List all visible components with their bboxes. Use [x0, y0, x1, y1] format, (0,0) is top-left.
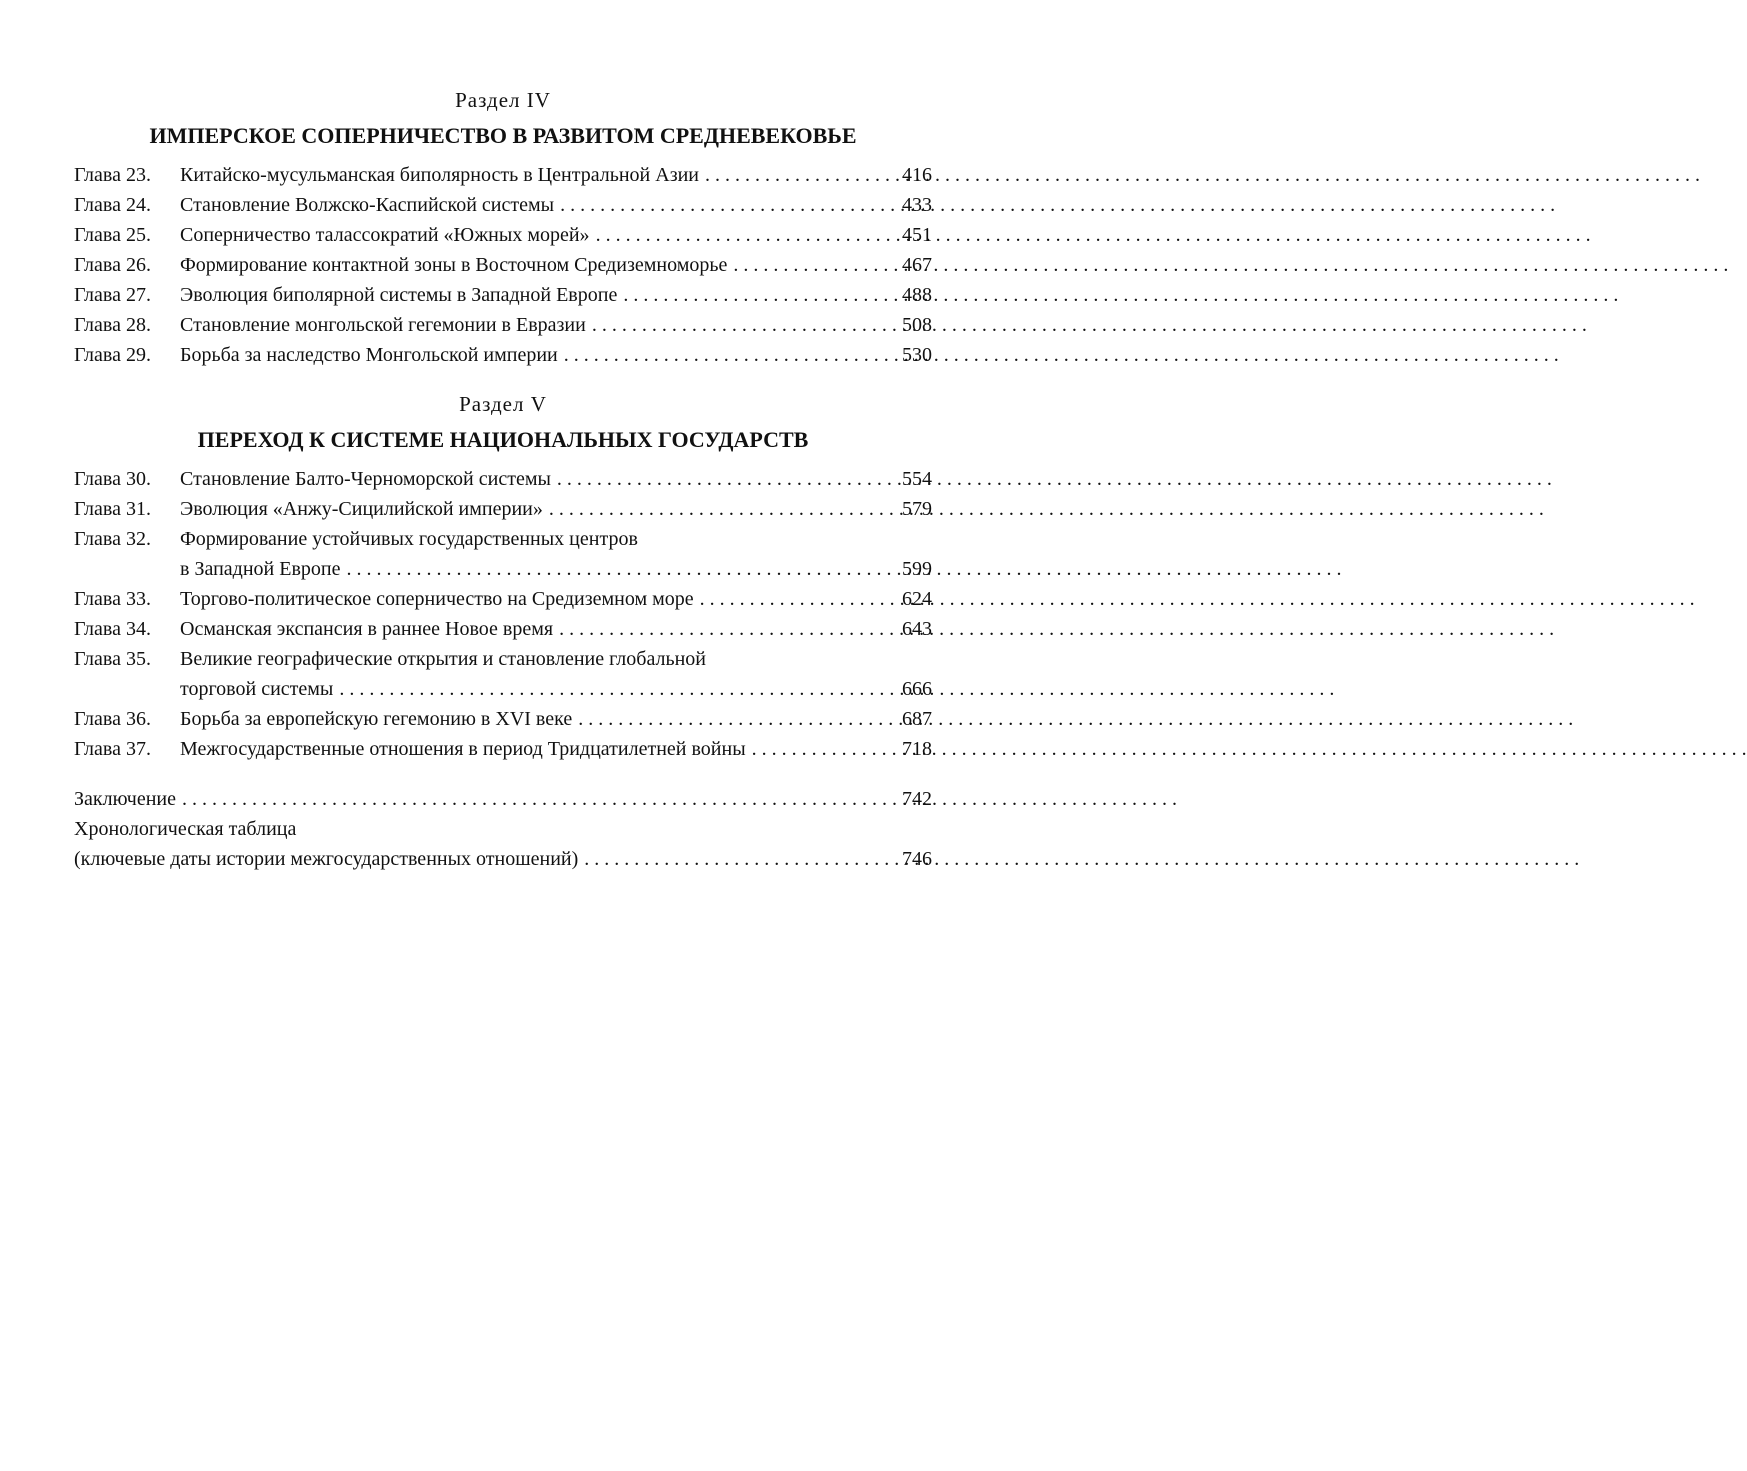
dot-leader — [578, 844, 898, 874]
dot-leader — [554, 190, 898, 220]
back-matter — [74, 784, 932, 874]
chapter-number: Глава 23. — [74, 164, 151, 186]
dot-leader — [553, 614, 898, 644]
dot-leader — [543, 494, 898, 524]
chapter-title: Формирование контактной зоны в Восточном Средиземноморье — [180, 254, 728, 276]
entry-title-continued: (ключевые даты истории межгосударственных отношений) — [74, 848, 579, 870]
chapter-number: Глава 28. — [74, 314, 151, 336]
toc-entry-chronology[interactable] — [74, 814, 932, 874]
chapter-title: Становление Балто-Черноморской системы — [180, 468, 551, 490]
dot-leader — [694, 584, 898, 614]
entry-title: Хронологическая таблица — [74, 818, 297, 840]
chapter-title: Китайско-мусульманская биполярность в Центральной Азии — [180, 164, 700, 186]
toc-entry-chapter-28[interactable] — [74, 310, 932, 340]
section-title: ПЕРЕХОД К СИСТЕМЕ НАЦИОНАЛЬНЫХ ГОСУДАРСТВ — [197, 427, 809, 452]
chapter-title: Борьба за наследство Монгольской империи — [180, 344, 558, 366]
chapter-number: Глава 36. — [74, 708, 151, 730]
toc-entry-chapter-31[interactable] — [74, 494, 932, 524]
toc-entry-chapter-36[interactable] — [74, 704, 932, 734]
section-title: ИМПЕРСКОЕ СОПЕРНИЧЕСТВО В РАЗВИТОМ СРЕДНЕВЕКОВЬЕ — [149, 123, 857, 148]
page-number: 643 — [902, 618, 932, 640]
entry-title: Заключение — [74, 788, 176, 810]
chapter-title-continued: в Западной Европе — [180, 558, 341, 580]
toc-entry-chapter-29[interactable] — [74, 340, 932, 370]
page-number: 530 — [902, 344, 932, 366]
page-number: 718 — [902, 738, 932, 760]
chapter-title: Становление Волжско-Каспийской системы — [180, 194, 555, 216]
chapter-title: Эволюция биполярной системы в Западной Европе — [180, 284, 618, 306]
dot-leader — [746, 734, 898, 764]
chapter-title-continued: торговой системы — [180, 678, 334, 700]
toc-entry-chapter-34[interactable] — [74, 614, 932, 644]
page-number: 433 — [902, 194, 932, 216]
page-number: 508 — [902, 314, 932, 336]
toc-entry-chapter-26[interactable] — [74, 250, 932, 280]
toc-entry-chapter-33[interactable] — [74, 584, 932, 614]
page-number: 746 — [902, 848, 932, 870]
toc-entry-chapter-37[interactable] — [74, 734, 932, 764]
page-number: 416 — [902, 164, 932, 186]
chapter-title: Борьба за европейскую гегемонию в XVI веке — [180, 708, 573, 730]
chapter-number: Глава 31. — [74, 498, 151, 520]
section-label: Раздел IV — [455, 88, 551, 112]
chapter-title: Эволюция «Анжу-Сицилийской империи» — [180, 498, 543, 520]
chapter-title: Османская экспансия в раннее Новое время — [180, 618, 554, 640]
dot-leader — [340, 554, 898, 584]
dot-leader — [572, 704, 898, 734]
section-iv — [74, 86, 932, 370]
toc-entry-chapter-32[interactable] — [74, 524, 932, 584]
page-number: 488 — [902, 284, 932, 306]
dot-leader — [333, 674, 898, 704]
toc-entry-chapter-24[interactable] — [74, 190, 932, 220]
toc-entry-chapter-35[interactable] — [74, 644, 932, 704]
dot-leader — [551, 464, 898, 494]
toc-entry-chapter-23[interactable] — [74, 160, 932, 190]
chapter-title: Великие географические открытия и становление глобальной — [180, 648, 707, 670]
table-of-contents — [74, 86, 932, 874]
page-number: 451 — [902, 224, 932, 246]
chapter-number: Глава 26. — [74, 254, 151, 276]
dot-leader — [727, 250, 898, 280]
toc-entry-chapter-25[interactable] — [74, 220, 932, 250]
chapter-list — [74, 160, 932, 370]
section-v — [74, 390, 932, 764]
chapter-number: Глава 33. — [74, 588, 151, 610]
chapter-title: Становление монгольской гегемонии в Евразии — [180, 314, 586, 336]
page-number: 687 — [902, 708, 932, 730]
chapter-title: Формирование устойчивых государственных центров — [180, 528, 638, 550]
toc-entry-chapter-27[interactable] — [74, 280, 932, 310]
page-number: 666 — [902, 678, 932, 700]
dot-leader — [176, 784, 898, 814]
chapter-number: Глава 34. — [74, 618, 151, 640]
dot-leader — [590, 220, 898, 250]
dot-leader — [586, 310, 898, 340]
section-label: Раздел V — [459, 392, 547, 416]
chapter-number: Глава 35. — [74, 648, 151, 670]
toc-entry-conclusion[interactable] — [74, 784, 932, 814]
page-number: 599 — [902, 558, 932, 580]
chapter-number: Глава 27. — [74, 284, 151, 306]
page-number: 624 — [902, 588, 932, 610]
chapter-number: Глава 24. — [74, 194, 151, 216]
dot-leader — [699, 160, 898, 190]
chapter-number: Глава 29. — [74, 344, 151, 366]
chapter-title: Торгово-политическое соперничество на Средиземном море — [180, 588, 694, 610]
chapter-number: Глава 30. — [74, 468, 151, 490]
chapter-title: Соперничество талассократий «Южных морей» — [180, 224, 590, 246]
dot-leader — [617, 280, 898, 310]
chapter-number: Глава 32. — [74, 528, 151, 550]
toc-entry-chapter-30[interactable] — [74, 464, 932, 494]
dot-leader — [558, 340, 898, 370]
chapter-list — [74, 464, 932, 764]
chapter-number: Глава 37. — [74, 738, 151, 760]
chapter-number: Глава 25. — [74, 224, 151, 246]
page-number: 579 — [902, 498, 932, 520]
page-number: 742 — [902, 788, 932, 810]
page-number: 554 — [902, 468, 932, 490]
chapter-title: Межгосударственные отношения в период Тридцатилетней войны — [180, 738, 746, 760]
page-number: 467 — [902, 254, 932, 276]
